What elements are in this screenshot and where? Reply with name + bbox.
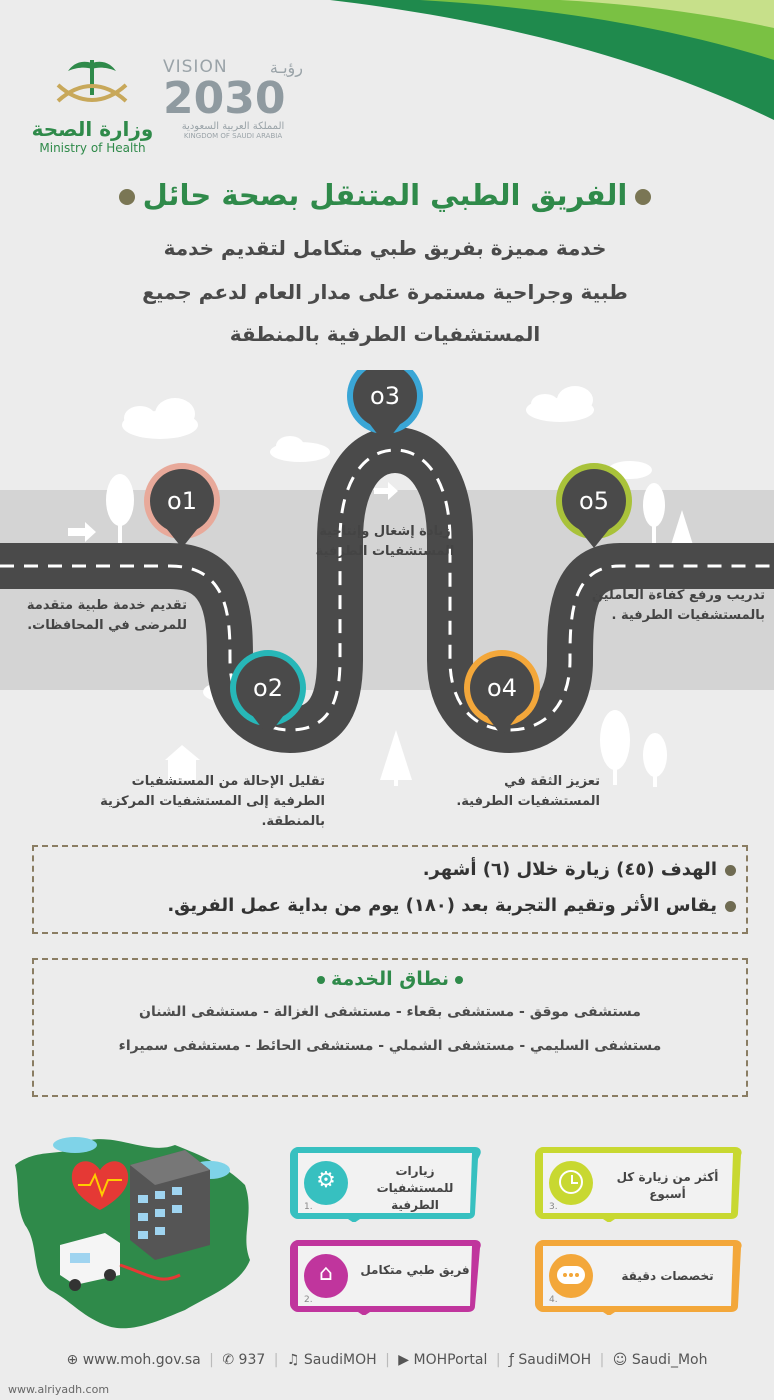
footer-website[interactable]: www.moh.gov.sa xyxy=(82,1352,201,1368)
feature-card-1 xyxy=(290,1147,485,1222)
milestone-number: o1 xyxy=(167,487,197,515)
page-title-text: الفريق الطبي المتنقل بصحة حائل xyxy=(142,178,628,212)
card-number: 1. xyxy=(304,1202,313,1212)
home-icon: ⌂ xyxy=(319,1261,333,1286)
footer-phone[interactable]: 937 xyxy=(238,1352,266,1368)
bullet-dot xyxy=(635,189,651,205)
scope-title-text: نطاق الخدمة xyxy=(331,968,449,990)
milestone-number: o5 xyxy=(579,487,609,515)
chat-icon xyxy=(557,1266,585,1284)
footer-contacts: ⊕ www.moh.gov.sa | ✆ 937 | ♫ SaudiMOH | ▶ MOHPortal | ƒ SaudiMOH | ☺ Saudi_Moh xyxy=(66,1352,708,1368)
subtitle-line-1: خدمة مميزة بفريق طبي متكامل لتقديم خدمة xyxy=(163,236,607,260)
goal-item xyxy=(167,895,736,916)
road-illustration xyxy=(0,370,774,800)
card-number: 2. xyxy=(304,1295,313,1305)
card-number: 4. xyxy=(549,1295,558,1305)
bullet-dot xyxy=(455,976,463,984)
feature-card-text: أكثر من زيارة كل أسبوع xyxy=(616,1170,719,1201)
feature-card-2 xyxy=(290,1240,485,1315)
scope-title xyxy=(34,968,746,990)
milestone-number: o3 xyxy=(370,382,400,410)
phone-icon: ✆ xyxy=(222,1352,235,1368)
feature-card-4 xyxy=(535,1240,745,1315)
milestone-desc-5: تدريب ورفع كفاءة العاملين بالمستشفيات الطرفية . xyxy=(591,588,765,624)
gear-icon: ⚙ xyxy=(316,1168,336,1193)
feature-card-text: فريق طبي متكامل xyxy=(360,1263,470,1277)
goal-text: يقاس الأثر وتقيم التجربة بعد (١٨٠) يوم من بداية عمل الفريق. xyxy=(167,895,717,916)
subtitle-line-2: طبية وجراحية مستمرة على مدار العام لدعم جميع xyxy=(142,280,628,304)
globe-icon: ⊕ xyxy=(66,1352,79,1368)
milestone-desc-3: زيادة إشغال وإنتاجية المستشفيات الطرفية xyxy=(315,524,455,560)
vision-word-ar: رؤيـة xyxy=(269,57,303,77)
kingdom-ar: المملكة العربية السعودية xyxy=(181,121,285,132)
bullet-dot xyxy=(725,901,736,912)
card-number: 3. xyxy=(549,1202,558,1212)
twitter-icon: ♫ xyxy=(286,1352,300,1368)
goal-text: الهدف (٤٥) زيارة خلال (٦) أشهر. xyxy=(422,859,717,880)
vision-word: VISION xyxy=(163,57,228,77)
milestone-desc-1: تقديم خدمة طبية متقدمة للمرضى في المحافظات. xyxy=(26,598,187,634)
facebook-icon: ƒ xyxy=(509,1352,514,1368)
clock-icon xyxy=(559,1170,583,1194)
milestone-desc-4: تعزيز الثقة في المستشفيات الطرفية. xyxy=(456,774,600,810)
watermark: www.alriyadh.com xyxy=(8,1383,110,1396)
goals-box xyxy=(32,845,748,934)
feature-card-text: زيارات للمستشفيات الطرفية xyxy=(376,1164,454,1212)
footer-snapchat[interactable]: Saudi_Moh xyxy=(631,1352,708,1368)
bullet-dot xyxy=(317,976,325,984)
subtitle-line-3: المستشفيات الطرفية بالمنطقة xyxy=(229,322,541,346)
footer-facebook[interactable]: SaudiMOH xyxy=(518,1352,592,1368)
feature-card-text: تخصصات دقيقة xyxy=(621,1269,714,1283)
moh-logo xyxy=(30,55,155,155)
snapchat-icon: ☺ xyxy=(612,1352,628,1368)
milestone-number: o4 xyxy=(487,674,517,702)
youtube-icon: ▶ xyxy=(398,1352,410,1368)
milestone-desc-2: تقليل الإحالة من المستشفيات الطرفية إلى المستشفيات المركزية بالمنطقة. xyxy=(100,774,325,830)
vision-year: 2030 xyxy=(163,73,286,124)
milestone-number: o2 xyxy=(253,674,283,702)
scope-line-1: مستشفى موقق - مستشفى بقعاء - مستشفى الغزالة - مستشفى الشنان xyxy=(139,1004,641,1020)
bullet-dot xyxy=(725,865,736,876)
vision-2030-logo xyxy=(163,57,313,157)
bullet-dot xyxy=(119,189,135,205)
region-map-illustration xyxy=(10,1125,265,1345)
scope-box xyxy=(32,958,748,1097)
ministry-name-ar: وزارة الصحة xyxy=(31,117,154,141)
scope-line-2: مستشفى السليمي - مستشفى الشملي - مستشفى الحائط - مستشفى سميراء xyxy=(118,1038,662,1054)
page-title xyxy=(40,178,730,212)
kingdom-en: KINGDOM OF SAUDI ARABIA xyxy=(183,132,283,140)
footer-youtube[interactable]: MOHPortal xyxy=(413,1352,488,1368)
palm-swords-icon xyxy=(30,55,155,115)
goal-item xyxy=(423,859,736,880)
ministry-name-en: Ministry of Health xyxy=(39,141,146,155)
feature-card-3 xyxy=(535,1147,745,1222)
footer-twitter[interactable]: SaudiMOH xyxy=(303,1352,377,1368)
